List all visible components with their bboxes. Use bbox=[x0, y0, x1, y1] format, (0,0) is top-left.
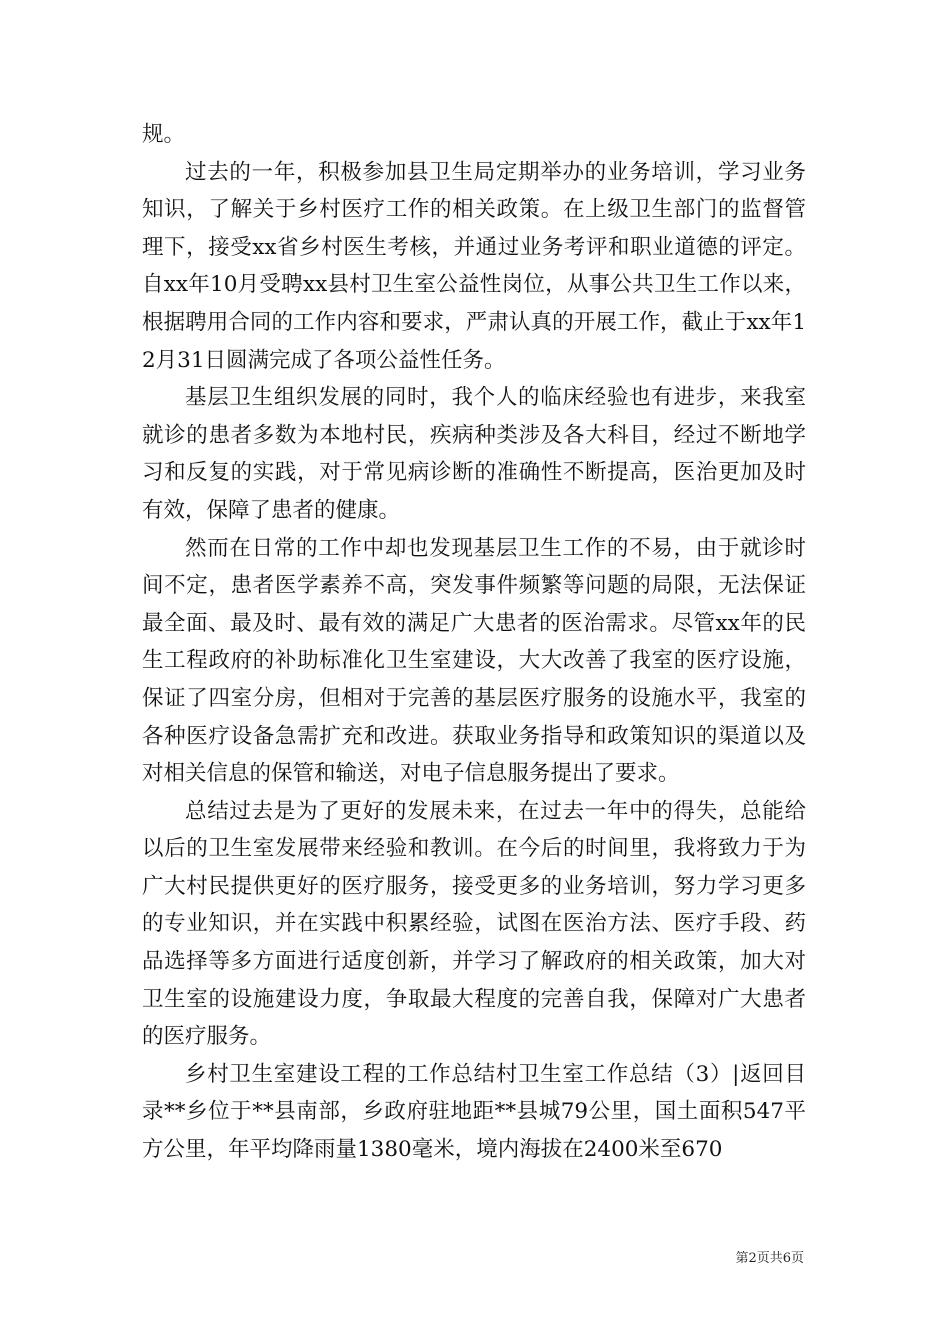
paragraph-4: 然而在日常的工作中却也发现基层卫生工作的不易，由于就诊时间不定，患者医学素养不高，突发事件频繁等问题的局限，无法保证最全面、最及时、最有效的满足广大患者的医治需求。尽管xx年的民生工程政府的补助标准化卫生室建设，大大改善了我室的医疗设施，保证了四室分房，但相对于完善的基层医疗服务的设施水平，我室的各种医疗设备急需扩充和改进。获取业务指导和政策知识的渠道以及对相关信息的保管和输送，对电子信息服务提出了要求。 bbox=[142, 535, 806, 787]
paragraph-1: 规。 bbox=[142, 122, 186, 147]
paragraph-2: 过去的一年，积极参加县卫生局定期举办的业务培训，学习业务知识，了解关于乡村医疗工作的相关政策。在上级卫生部门的监督管理下，接受xx省乡村医生考核，并通过业务考评和职业道德的评定。自xx年10月受聘xx县村卫生室公益性岗位，从事公共卫生工作以来，根据聘用合同的工作内容和要求，严肃认真的开展工作，截止于xx年12月31日圆满完成了各项公益性任务。 bbox=[142, 159, 806, 373]
paragraph-6: 乡村卫生室建设工程的工作总结村卫生室工作总结（3）|返回目录**乡位于**县南部，乡政府驻地距**县城79公里，国土面积547平方公里，年平均降雨量1380毫米，境内海拔在2400米至670 bbox=[142, 1061, 806, 1163]
document-body bbox=[142, 116, 806, 1169]
page-number-footer: 第2页共6页 bbox=[735, 1251, 804, 1266]
paragraph-5: 总结过去是为了更好的发展未来，在过去一年中的得失，总能给以后的卫生室发展带来经验和教训。在今后的时间里，我将致力于为广大村民提供更好的医疗服务，接受更多的业务培训，努力学习更多的专业知识，并在实践中积累经验，试图在医治方法、医疗手段、药品选择等多方面进行适度创新，并学习了解政府的相关政策，加大对卫生室的设施建设力度，争取最大程度的完善自我，保障对广大患者的医疗服务。 bbox=[142, 798, 806, 1050]
paragraph-3: 基层卫生组织发展的同时，我个人的临床经验也有进步，来我室就诊的患者多数为本地村民，疾病种类涉及各大科目，经过不断地学习和反复的实践，对于常见病诊断的准确性不断提高，医治更加及时有效，保障了患者的健康。 bbox=[142, 385, 806, 523]
